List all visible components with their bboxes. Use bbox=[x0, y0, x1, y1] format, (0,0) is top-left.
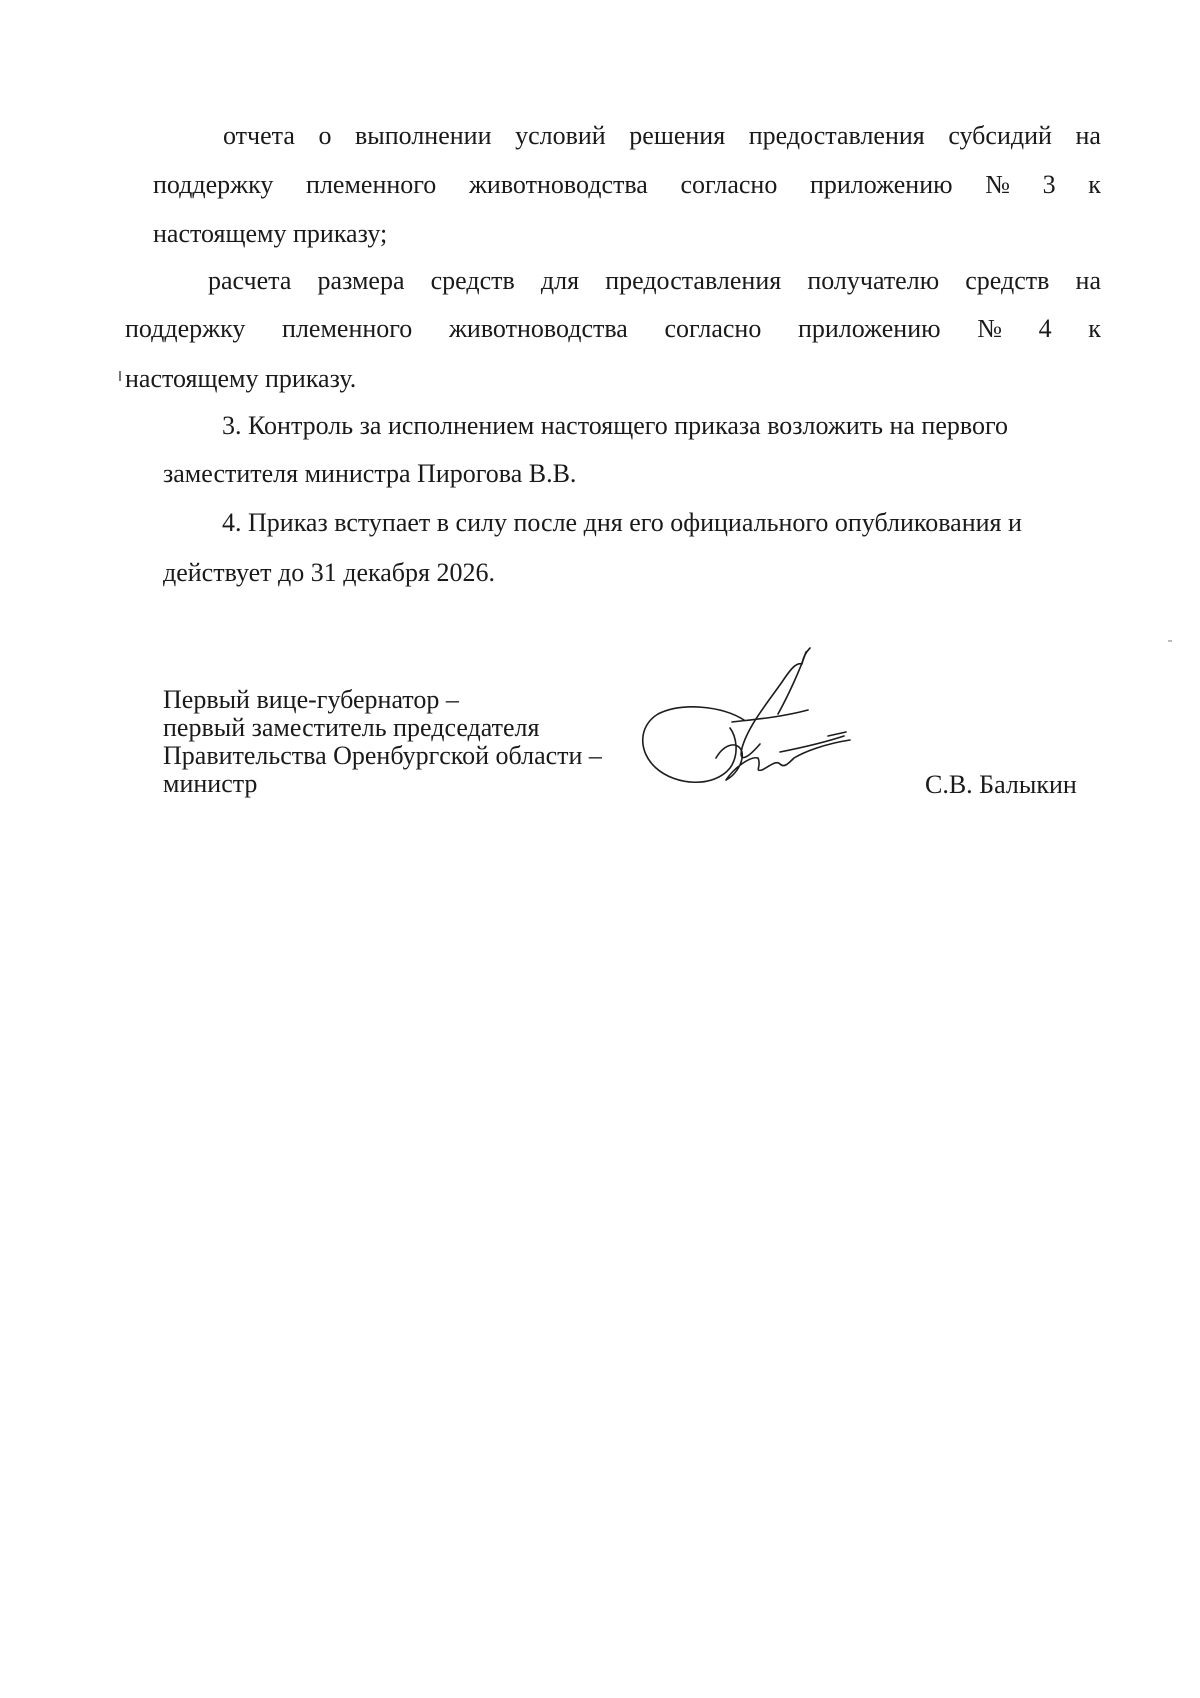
word: размера bbox=[317, 266, 405, 295]
p2-line1 bbox=[208, 265, 1101, 297]
word: к bbox=[1088, 314, 1101, 343]
word: на bbox=[1075, 266, 1101, 295]
word: племенного bbox=[306, 170, 437, 199]
word: о bbox=[318, 121, 332, 150]
p3-line2: заместителя министра Пирогова В.В. bbox=[163, 459, 577, 488]
word: животноводства bbox=[448, 314, 628, 343]
word: расчета bbox=[208, 266, 292, 295]
word: для bbox=[540, 266, 580, 295]
word: выполнении bbox=[355, 121, 492, 150]
word: решения bbox=[629, 121, 726, 150]
p3-line1: 3. Контроль за исполнением настоящего приказа возложить на первого bbox=[222, 411, 1009, 440]
word: племенного bbox=[282, 314, 413, 343]
word: средств bbox=[965, 266, 1050, 295]
p4-line1: 4. Приказ вступает в силу после дня его официального опубликования и bbox=[222, 508, 1022, 537]
scan-mark bbox=[1168, 640, 1172, 642]
word: поддержку bbox=[153, 170, 274, 199]
word: приложению bbox=[797, 314, 941, 343]
word: 3 bbox=[1042, 170, 1056, 199]
signatory-name: С.В. Балыкин bbox=[925, 770, 1077, 799]
signatory-title-line: первый заместитель председателя bbox=[163, 713, 540, 742]
word: предоставления bbox=[748, 121, 925, 150]
word: получателю bbox=[807, 266, 940, 295]
word: согласно bbox=[664, 314, 762, 343]
word: 4 bbox=[1038, 314, 1052, 343]
signatory-title-line: Первый вице-губернатор – bbox=[163, 685, 459, 714]
signatory-title bbox=[163, 686, 602, 798]
p4-line2: действует до 31 декабря 2026. bbox=[163, 558, 495, 587]
word: к bbox=[1088, 170, 1101, 199]
p2-line3: настоящему приказу. bbox=[125, 364, 357, 393]
word: приложению bbox=[809, 170, 953, 199]
p1-line1 bbox=[223, 120, 1101, 152]
word: согласно bbox=[680, 170, 778, 199]
p1-line3: настоящему приказу; bbox=[153, 219, 388, 248]
p1-line2 bbox=[153, 169, 1101, 201]
scan-speck bbox=[119, 371, 121, 381]
signatory-title-line: Правительства Оренбургской области – bbox=[163, 741, 602, 770]
word: субсидий bbox=[948, 121, 1052, 150]
word: отчета bbox=[223, 121, 295, 150]
word: условий bbox=[515, 121, 606, 150]
handwritten-signature bbox=[630, 640, 870, 820]
word: средств bbox=[430, 266, 515, 295]
word: поддержку bbox=[125, 314, 246, 343]
word: на bbox=[1075, 121, 1101, 150]
p2-line2 bbox=[125, 313, 1101, 345]
word: № bbox=[977, 314, 1002, 343]
word: предоставления bbox=[605, 266, 782, 295]
word: животноводства bbox=[468, 170, 648, 199]
word: № bbox=[985, 170, 1010, 199]
signatory-title-line: министр bbox=[163, 769, 258, 798]
